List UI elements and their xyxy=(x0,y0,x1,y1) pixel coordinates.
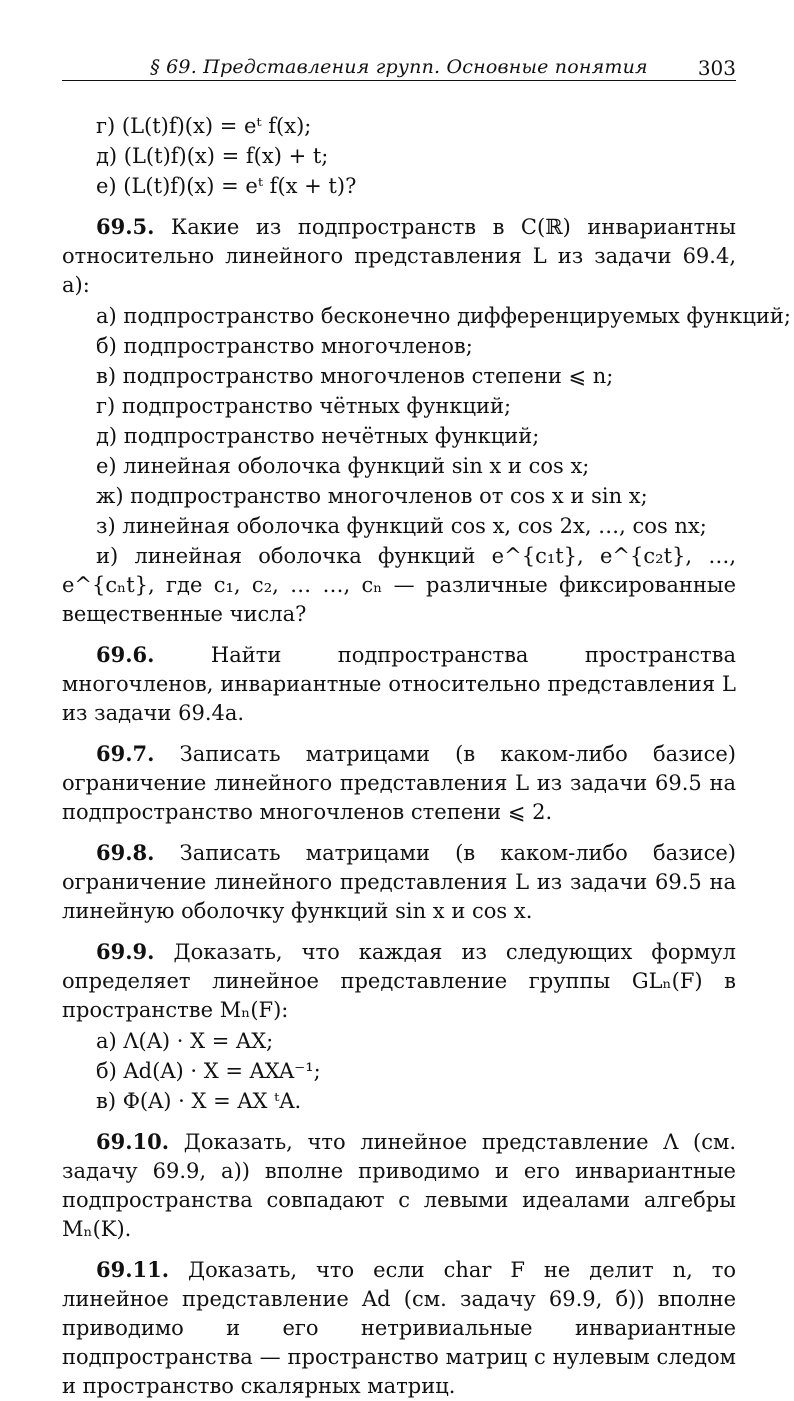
problem-number: 69.10. xyxy=(96,1129,170,1154)
list-item: з) линейная оболочка функций cos x, cos 2x, …, cos nx; xyxy=(96,514,707,538)
list-item: ж) подпространство многочленов от cos x и sin x; xyxy=(96,484,648,508)
list-item: д) (L(t)f)(x) = f(x) + t; xyxy=(96,144,329,168)
list-item: и) линейная оболочка функций e^{c₁t}, e^{c₂t}, …, e^{cₙt}, где c₁, c₂, … …, cₙ — различные фиксированные вещественные числа? xyxy=(62,544,736,626)
problem-number: 69.6. xyxy=(96,642,155,667)
problem-number: 69.7. xyxy=(96,741,155,766)
list-item: а) подпространство бесконечно дифференцируемых функций; xyxy=(96,304,791,328)
page-body xyxy=(62,112,791,1401)
problem-text: Какие из подпространств в C(ℝ) инвариантны относительно линейного представления L из задачи 69.4, а): xyxy=(62,215,736,297)
problem-number: 69.8. xyxy=(96,840,155,865)
problem-69-7 xyxy=(62,739,736,827)
list-item: е) линейная оболочка функций sin x и cos x; xyxy=(96,454,590,478)
running-header xyxy=(62,54,736,81)
problem-69-6 xyxy=(62,640,736,728)
problem-69-5 xyxy=(62,212,791,629)
list-item: в) подпространство многочленов степени ⩽ n; xyxy=(96,364,614,388)
problem-text: Доказать, что каждая из следующих формул определяет линейное представление группы GLₙ(F) в пространстве Mₙ(F): xyxy=(62,940,736,1022)
page-number: 303 xyxy=(697,56,736,80)
problem-text: Доказать, что если char F не делит n, то линейное представление Ad (см. задачу 69.9, б)) вполне приводимо и его нетривиальные инвариантные подпространства — пространство матриц с нулевым следом и пространство скалярных матриц. xyxy=(62,1258,736,1398)
problem-text: Найти подпространства пространства многочленов, инвариантные относительно представления L из задачи 69.4а. xyxy=(62,643,736,725)
problem-69-9 xyxy=(62,937,736,1116)
problem-number: 69.9. xyxy=(96,939,155,964)
list-item: б) подпространство многочленов; xyxy=(96,334,473,358)
problem-69-10 xyxy=(62,1127,736,1244)
problem-text: Записать матрицами (в каком-либо базисе) ограничение линейного представления L из задачи 69.5 на подпространство многочленов степени ⩽ 2. xyxy=(62,742,736,824)
problem-text: Доказать, что линейное представление Λ (см. задачу 69.9, а)) вполне приводимо и его инвариантные подпространства совпадают с левыми идеалами алгебры Mₙ(K). xyxy=(62,1130,736,1241)
list-item: г) (L(t)f)(x) = eᵗ f(x); xyxy=(96,114,312,138)
list-item: в) Φ(A) · X = AX ᵗA. xyxy=(96,1089,302,1113)
problem-number: 69.5. xyxy=(96,214,155,239)
list-item: д) подпространство нечётных функций; xyxy=(96,424,540,448)
list-item: а) Λ(A) · X = AX; xyxy=(96,1029,274,1053)
list-item: е) (L(t)f)(x) = eᵗ f(x + t)? xyxy=(96,174,357,198)
problem-text: Записать матрицами (в каком-либо базисе) ограничение линейного представления L из задачи 69.5 на линейную оболочку функций sin x и cos x. xyxy=(62,841,736,923)
list-item: г) подпространство чётных функций; xyxy=(96,394,512,418)
list-item: б) Ad(A) · X = AXA⁻¹; xyxy=(96,1059,321,1083)
problem-69-11 xyxy=(62,1255,736,1401)
problem-69-8 xyxy=(62,838,736,926)
header-title: § 69. Представления групп. Основные понятия xyxy=(150,56,648,78)
problem-number: 69.11. xyxy=(96,1257,170,1282)
